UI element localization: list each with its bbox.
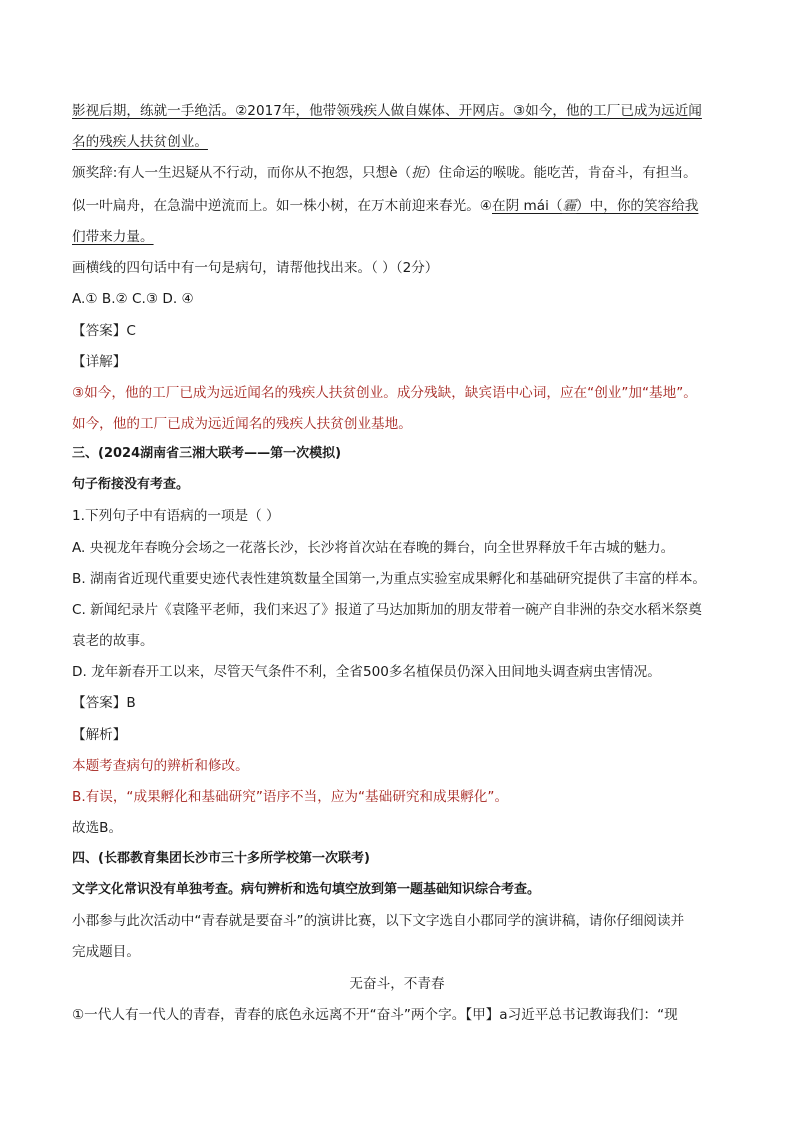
passage-line	[72, 132, 208, 152]
analysis-text: B.有误，“成果孵化和基础研究”语序不当，应为“基础研究和成果孵化”。	[72, 789, 509, 805]
passage-line	[72, 227, 154, 247]
section-note: 句子衔接没有考查。	[72, 477, 190, 492]
passage-line	[72, 101, 702, 121]
underlined-text: ）中，你的笑容给我	[576, 198, 699, 214]
section-heading: 四、(长郡教育集团长沙市三十多所学校第一次联考)	[72, 851, 370, 866]
question-stem: 画横线的四句话中有一句是病句，请帮他找出来。（ ）（2分）	[72, 260, 439, 276]
option-d: D. 龙年新春开工以来，尽管天气条件不利，全省500多名植保员仍深入田间地头调查病虫害情况。	[72, 664, 661, 680]
analysis-label: 【解析】	[72, 727, 127, 743]
passage-intro: 小郡参与此次活动中“青春就是要奋斗”的演讲比赛，以下文字选自小郡同学的演讲稿，请你仔细阅读并	[72, 913, 685, 929]
section-note: 文学文化常识没有单独考查。病句辨析和选句填空放到第一题基础知识综合考查。	[72, 882, 541, 897]
detail-label: 【详解】	[72, 354, 127, 370]
option-b: B. 湖南省近现代重要史迹代表性建筑数量全国第一,为重点实验室成果孵化和基础研究提供了丰富的样本。	[72, 571, 707, 587]
answer-label: 【答案】C	[72, 323, 136, 339]
question-stem: 1.下列句子中有语病的一项是（ ）	[72, 508, 280, 524]
underlined-text: 名的残疾人扶贫创业。	[72, 134, 208, 150]
answer-options: A.① B.② C.③ D. ④	[72, 291, 194, 307]
option-a: A. 央视龙年春晚分会场之一花落长沙，长沙将首次站在春晚的舞台，向全世界释放千年古城的魅力。	[72, 540, 675, 556]
award-speech-line: 颁奖辞:有人一生迟疑从不行动，而你从不抱怨，只想è（扼）住命运的喉咙。能吃苦，肯奋斗，有担当。	[72, 165, 697, 181]
section-heading: 三、(2024湖南省三湘大联考——第一次模拟)	[72, 446, 342, 461]
conclusion-text: 故选B。	[72, 820, 123, 836]
speech-paragraph: ①一代人有一代人的青春，青春的底色永远离不开“奋斗”两个字。【甲】a习近平总书记教诲我们：“现	[72, 1007, 678, 1023]
option-c-cont: 袁老的故事。	[72, 633, 154, 649]
option-c: C. 新闻纪录片《袁隆平老师，我们来迟了》报道了马达加斯加的朋友带着一碗产自非洲的杂交水稻米祭奠	[72, 602, 702, 618]
analysis-text: 本题考查病句的辨析和修改。	[72, 758, 249, 774]
underlined-text: 在阴 mái（	[492, 198, 563, 214]
underlined-text: 影视后期，练就一手绝活。②2017年，他带领残疾人做自媒体、开网店。③如今，他的工厂已成为远近闻	[72, 103, 702, 119]
underlined-text: 们带来力量。	[72, 229, 154, 245]
handwritten-answer: 霾	[562, 198, 577, 214]
answer-label: 【答案】B	[72, 695, 136, 711]
speech-title: 无奋斗，不青春	[349, 976, 445, 992]
explanation-text: ③如今，他的工厂已成为远近闻名的残疾人扶贫创业。成分残缺，缺宾语中心词，应在“创业”加“基地”。	[72, 385, 697, 401]
award-speech-line: 似一叶扁舟，在急湍中逆流而上。如一株小树，在万木前迎来春光。④在阴 mái（霾）中，你的笑容给我	[72, 198, 699, 214]
handwritten-answer: 扼	[411, 165, 425, 181]
passage-intro: 完成题目。	[72, 944, 140, 960]
explanation-text: 如今，他的工厂已成为远近闻名的残疾人扶贫创业基地。	[72, 416, 412, 432]
